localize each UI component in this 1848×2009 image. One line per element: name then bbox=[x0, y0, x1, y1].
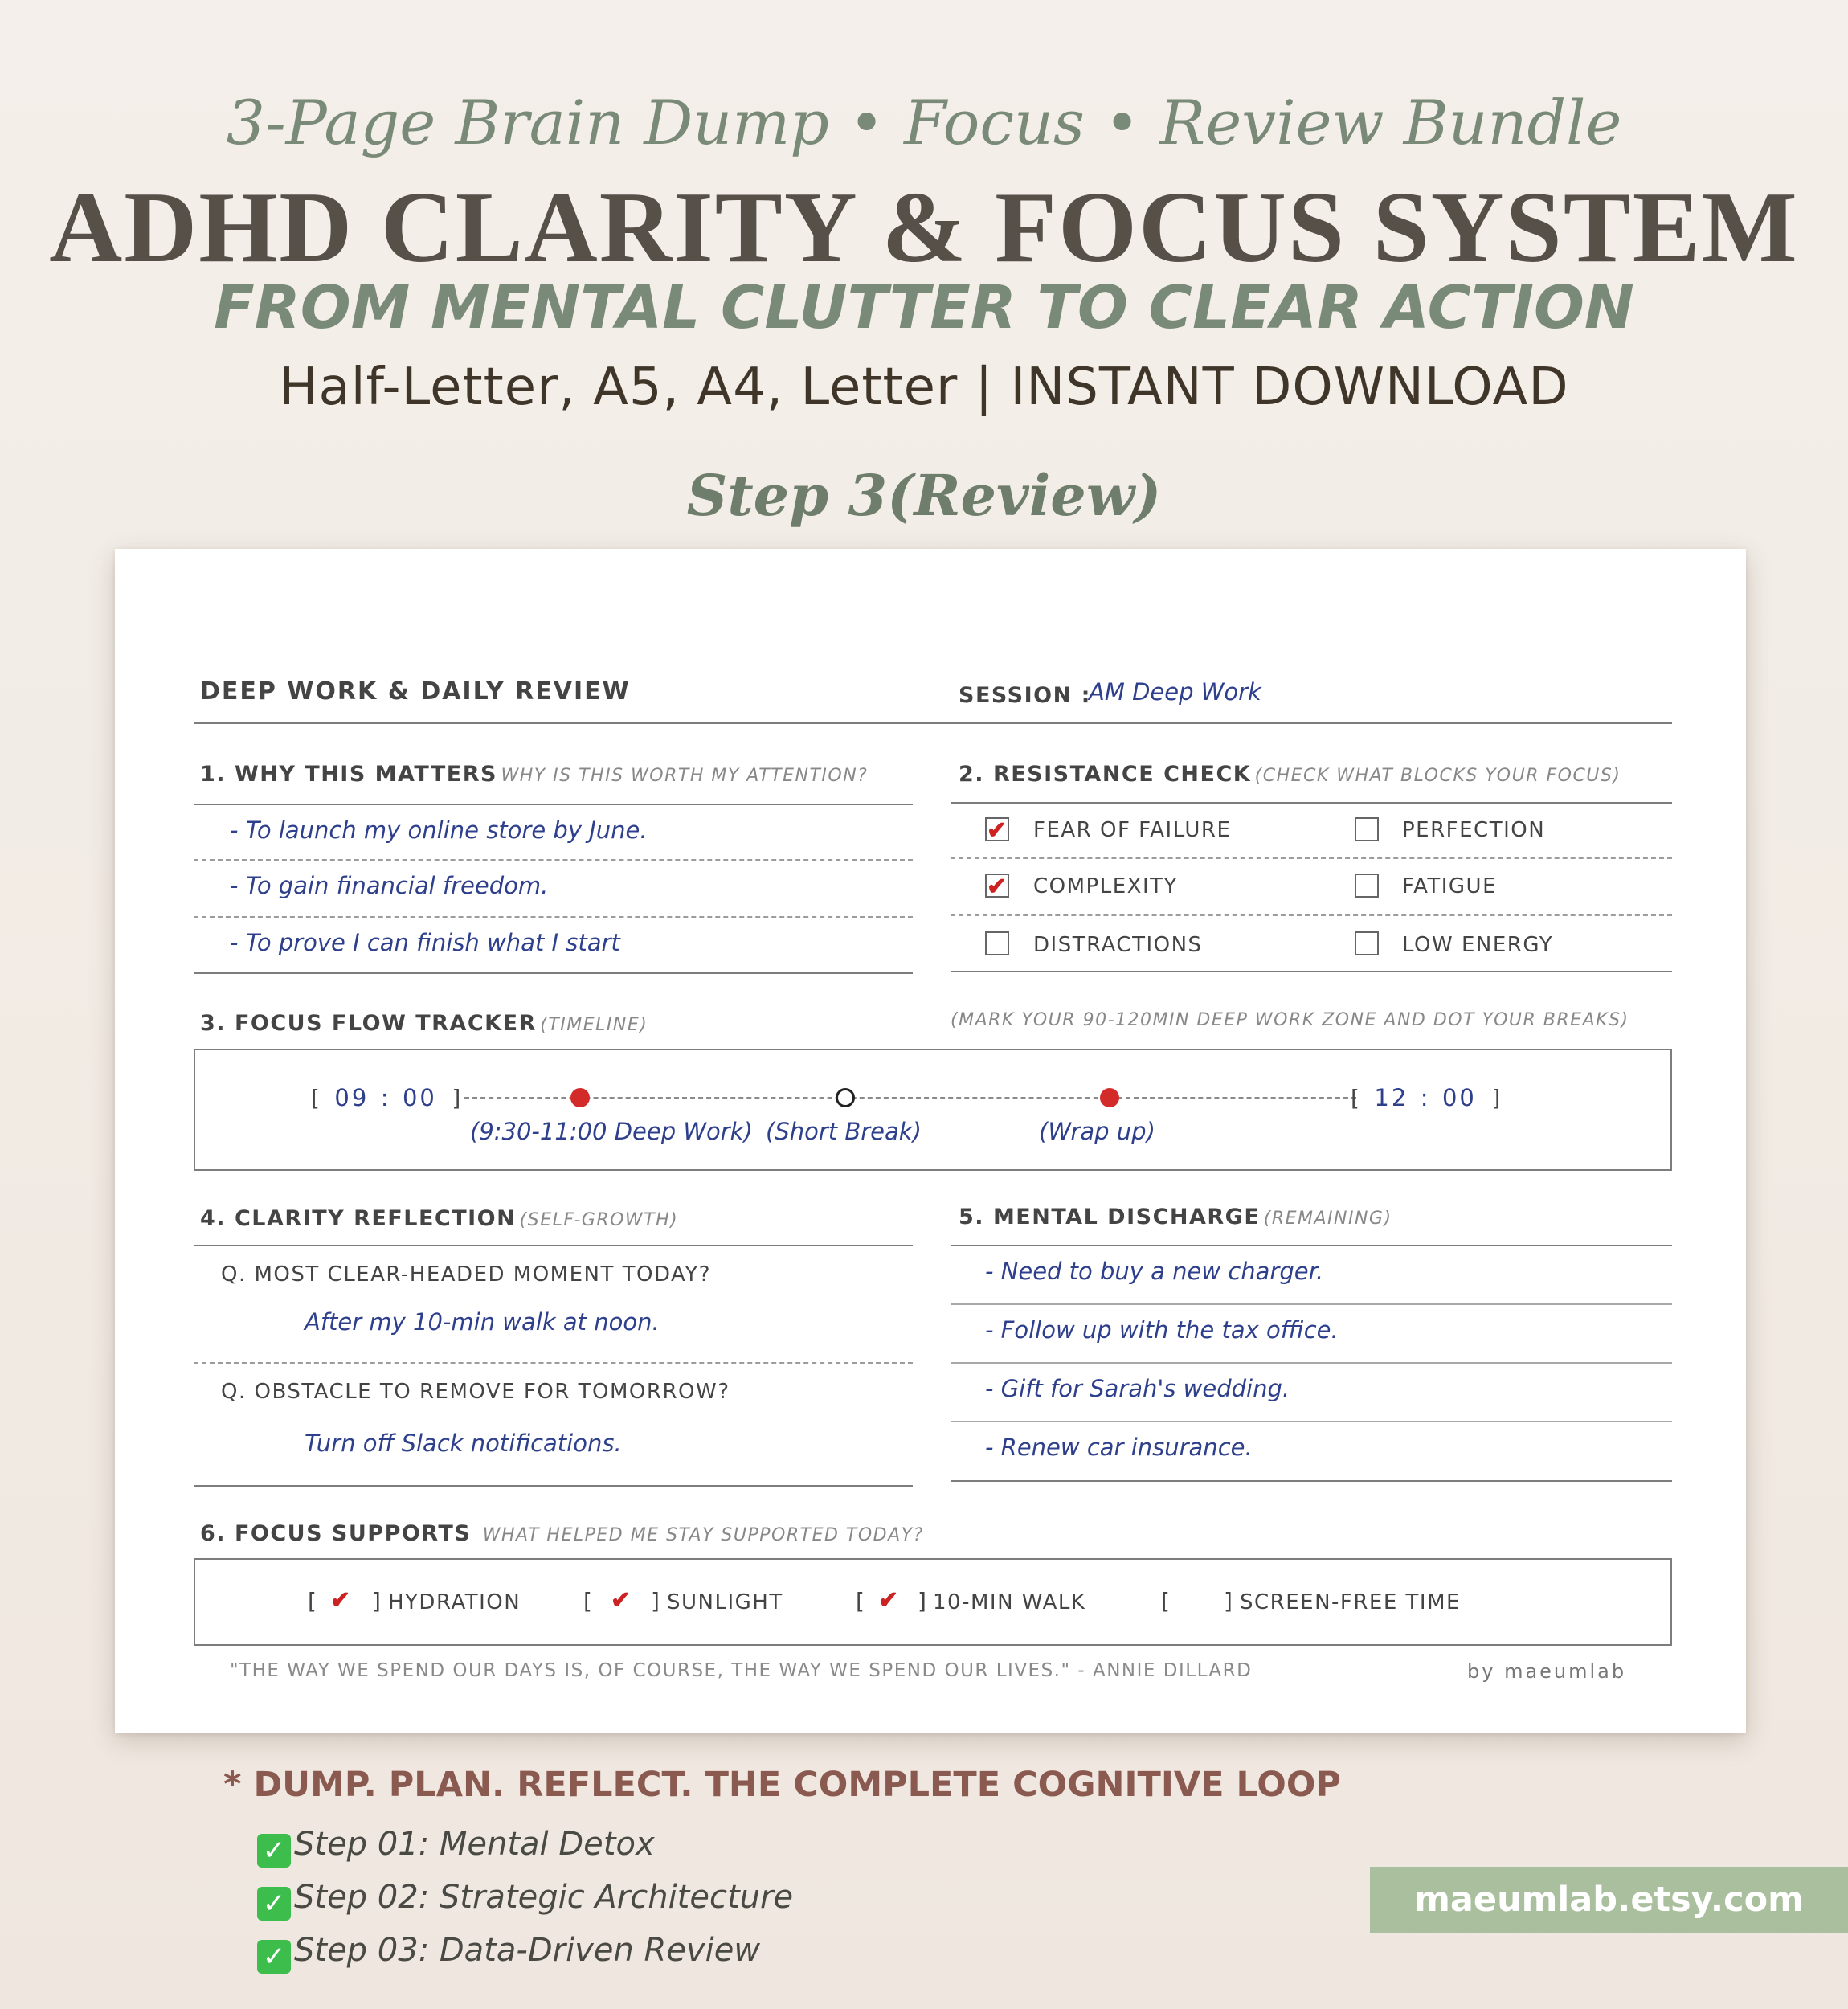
step-item-3 bbox=[257, 1932, 760, 1974]
fatigue-checkbox[interactable] bbox=[1355, 874, 1379, 898]
title-rule bbox=[194, 722, 1672, 724]
timeline-marker-wrap-up[interactable] bbox=[1100, 1088, 1119, 1107]
timeline-start[interactable]: [ 09 : 00 ] bbox=[311, 1084, 461, 1111]
timeline-marker-break[interactable] bbox=[836, 1088, 855, 1107]
sheet-title: DEEP WORK & DAILY REVIEW bbox=[200, 677, 631, 706]
option-fear-of-failure: FEAR OF FAILURE bbox=[1033, 818, 1232, 842]
complexity-checkbox[interactable] bbox=[985, 874, 1009, 898]
why-line-1[interactable]: - To launch my online store by June. bbox=[230, 816, 648, 844]
start-hour[interactable]: 09 bbox=[334, 1084, 370, 1111]
step-item-label: Step 02: Strategic Architecture bbox=[294, 1879, 794, 1916]
brand-signature: by maeumlab bbox=[1467, 1660, 1627, 1683]
timeline-end[interactable]: [ 12 : 00 ] bbox=[1351, 1084, 1501, 1111]
supports-section-header bbox=[200, 1521, 924, 1546]
end-hour[interactable]: 12 bbox=[1374, 1084, 1409, 1111]
step-item-2 bbox=[257, 1879, 793, 1921]
discharge-line-1[interactable]: - Need to buy a new charger. bbox=[985, 1258, 1324, 1285]
support-sunlight: SUNLIGHT bbox=[667, 1590, 783, 1614]
reflection-answer-1[interactable]: After my 10-min walk at noon. bbox=[305, 1308, 660, 1336]
flow-title: 3. FOCUS FLOW TRACKER bbox=[200, 1011, 537, 1036]
resistance-divider bbox=[951, 914, 1672, 916]
check-mark-icon: ✓ bbox=[257, 1887, 291, 1921]
resistance-prompt: (CHECK WHAT BLOCKS YOUR FOCUS) bbox=[1254, 766, 1621, 786]
reflection-title: 4. CLARITY REFLECTION bbox=[200, 1206, 517, 1231]
resistance-title: 2. RESISTANCE CHECK bbox=[959, 762, 1252, 787]
flow-prompt: (TIMELINE) bbox=[540, 1015, 648, 1035]
hydration-check-icon[interactable]: ✔ bbox=[330, 1587, 351, 1614]
option-fatigue: FATIGUE bbox=[1402, 874, 1497, 898]
end-minute[interactable]: 00 bbox=[1441, 1084, 1477, 1111]
distractions-checkbox[interactable] bbox=[985, 931, 1009, 955]
step-heading: Step 3(Review) bbox=[686, 462, 1162, 529]
support-screen-free-time: SCREEN-FREE TIME bbox=[1240, 1590, 1461, 1614]
option-distractions: DISTRACTIONS bbox=[1033, 933, 1203, 957]
bracket-open: [ bbox=[308, 1588, 317, 1614]
option-perfection: PERFECTION bbox=[1402, 818, 1546, 842]
support-hydration: HYDRATION bbox=[388, 1590, 521, 1614]
bracket-open: [ bbox=[583, 1588, 592, 1614]
fear-checkbox[interactable] bbox=[985, 817, 1009, 844]
discharge-prompt: (REMAINING) bbox=[1263, 1209, 1392, 1229]
marker-label-deep-work: (9:30-11:00 Deep Work) bbox=[470, 1118, 753, 1145]
reflection-section-header bbox=[200, 1206, 678, 1231]
page-subtitle: FROM MENTAL CLUTTER TO CLEAR ACTION bbox=[214, 273, 1634, 342]
why-divider bbox=[194, 916, 913, 918]
low-energy-checkbox[interactable] bbox=[1355, 931, 1379, 955]
why-line-2[interactable]: - To gain financial freedom. bbox=[230, 872, 549, 899]
why-rule bbox=[194, 972, 913, 974]
discharge-section-header bbox=[959, 1205, 1392, 1230]
reflection-rule bbox=[194, 1245, 913, 1246]
session-label: SESSION : bbox=[959, 683, 1091, 708]
format-line: Half-Letter, A5, A4, Letter | INSTANT DOWNLOAD bbox=[279, 358, 1569, 417]
discharge-rule bbox=[951, 1362, 1672, 1364]
planner-sheet bbox=[115, 549, 1746, 1733]
bundle-kicker: 3-Page Brain Dump • Focus • Review Bundle bbox=[226, 87, 1622, 158]
resistance-divider bbox=[951, 857, 1672, 859]
why-prompt: WHY IS THIS WORTH MY ATTENTION? bbox=[501, 766, 869, 786]
why-line-3[interactable]: - To prove I can finish what I start bbox=[230, 929, 620, 956]
why-divider bbox=[194, 859, 913, 861]
supports-prompt: WHAT HELPED ME STAY SUPPORTED TODAY? bbox=[482, 1525, 924, 1545]
shop-link-banner[interactable]: maeumlab.etsy.com bbox=[1370, 1867, 1848, 1933]
reflection-prompt: (SELF-GROWTH) bbox=[519, 1210, 679, 1230]
bracket-close: ] bbox=[372, 1588, 381, 1614]
discharge-rule bbox=[951, 1421, 1672, 1422]
step-item-label: Step 03: Data-Driven Review bbox=[294, 1932, 761, 1969]
page-title: ADHD CLARITY & FOCUS SYSTEM bbox=[49, 172, 1799, 284]
bracket-open: [ bbox=[1161, 1588, 1170, 1614]
reflection-question-2: Q. OBSTACLE TO REMOVE FOR TOMORROW? bbox=[221, 1380, 730, 1404]
check-mark-icon: ✓ bbox=[257, 1940, 291, 1974]
marker-label-break: (Short Break) bbox=[766, 1118, 922, 1145]
resistance-rule bbox=[951, 802, 1672, 804]
option-low-energy: LOW ENERGY bbox=[1402, 933, 1554, 957]
discharge-rule bbox=[951, 1303, 1672, 1305]
flow-instruction: (MARK YOUR 90-120MIN DEEP WORK ZONE AND DOT YOUR BREAKS) bbox=[951, 1010, 1629, 1030]
timeline-marker-deep-work[interactable] bbox=[570, 1088, 590, 1107]
loop-heading: * DUMP. PLAN. REFLECT. THE COMPLETE COGNITIVE LOOP bbox=[223, 1765, 1341, 1805]
bracket-close: ] bbox=[918, 1588, 926, 1614]
step-item-1 bbox=[257, 1826, 655, 1868]
supports-title: 6. FOCUS SUPPORTS bbox=[200, 1521, 472, 1546]
check-icon: ✔ bbox=[987, 817, 1008, 844]
resistance-rule bbox=[951, 971, 1672, 972]
discharge-line-3[interactable]: - Gift for Sarah's wedding. bbox=[985, 1375, 1290, 1402]
start-minute[interactable]: 00 bbox=[402, 1084, 437, 1111]
bracket-close: ] bbox=[651, 1588, 660, 1614]
option-complexity: COMPLEXITY bbox=[1033, 874, 1178, 898]
perfection-checkbox[interactable] bbox=[1355, 817, 1379, 841]
discharge-rule bbox=[951, 1245, 1672, 1246]
reflection-answer-2[interactable]: Turn off Slack notifications. bbox=[305, 1430, 622, 1457]
why-rule bbox=[194, 804, 913, 805]
screen-free-check-slot[interactable] bbox=[1184, 1589, 1216, 1613]
reflection-divider bbox=[194, 1362, 913, 1364]
discharge-title: 5. MENTAL DISCHARGE bbox=[959, 1205, 1261, 1230]
bracket-open: [ bbox=[856, 1588, 865, 1614]
reflection-question-1: Q. MOST CLEAR-HEADED MOMENT TODAY? bbox=[221, 1262, 711, 1287]
walk-check-icon[interactable]: ✔ bbox=[878, 1587, 899, 1614]
bracket-close: ] bbox=[1224, 1588, 1233, 1614]
flow-section-header bbox=[200, 1011, 648, 1036]
check-icon: ✔ bbox=[987, 874, 1008, 900]
step-item-label: Step 01: Mental Detox bbox=[294, 1826, 655, 1863]
why-title: 1. WHY THIS MATTERS bbox=[200, 762, 497, 787]
resistance-section-header bbox=[959, 762, 1621, 787]
quote: "THE WAY WE SPEND OUR DAYS IS, OF COURSE, THE WAY WE SPEND OUR LIVES." - ANNIE DILLARD bbox=[230, 1660, 1253, 1681]
why-section-header bbox=[200, 762, 868, 787]
support-10-min-walk: 10-MIN WALK bbox=[933, 1590, 1086, 1614]
discharge-line-2[interactable]: - Follow up with the tax office. bbox=[985, 1316, 1339, 1344]
discharge-line-4[interactable]: - Renew car insurance. bbox=[985, 1434, 1253, 1461]
sunlight-check-icon[interactable]: ✔ bbox=[611, 1587, 632, 1614]
timeline-track bbox=[464, 1097, 1356, 1099]
reflection-rule bbox=[194, 1485, 913, 1487]
check-mark-icon: ✓ bbox=[257, 1834, 291, 1868]
session-value[interactable]: AM Deep Work bbox=[1089, 678, 1261, 706]
marker-label-wrap-up: (Wrap up) bbox=[1039, 1118, 1155, 1145]
discharge-rule bbox=[951, 1480, 1672, 1482]
